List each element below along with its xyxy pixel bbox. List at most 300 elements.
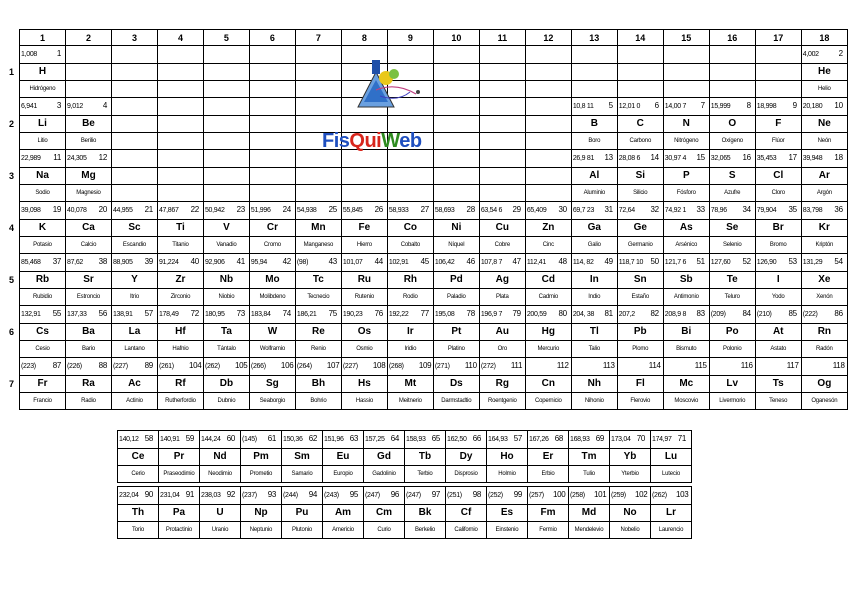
period-number-spacer (8, 150, 20, 168)
element-symbol: Y (111, 272, 157, 289)
period-row (8, 272, 848, 289)
atomic-number: 102 (635, 490, 648, 499)
element-name: Yterbio (610, 466, 651, 483)
atomic-mass: 167,26 (529, 436, 549, 443)
atomic-mass-cell (651, 431, 692, 449)
atomic-mass-cell (569, 431, 610, 449)
element-symbol: Tb (405, 449, 446, 466)
element-name: Azufre (709, 185, 755, 202)
atomic-mass: (227) (112, 363, 128, 370)
empty-cell (571, 46, 617, 64)
empty-cell (479, 116, 525, 133)
empty-cell (203, 133, 249, 150)
element-name: Fermio (528, 522, 569, 539)
element-symbol: C (617, 116, 663, 133)
atomic-mass-cell (295, 202, 341, 220)
group-number: 15 (663, 30, 709, 46)
element-name: Neón (801, 133, 847, 150)
atomic-mass-cell (387, 254, 433, 272)
atomic-mass-cell (801, 254, 847, 272)
atomic-number: 28 (466, 205, 475, 214)
atomic-number: 26 (374, 205, 383, 214)
atomic-number: 62 (308, 434, 317, 443)
atomic-mass: 190,23 (342, 311, 363, 318)
atomic-mass-cell (433, 202, 479, 220)
lanthanides-row (118, 466, 692, 483)
element-name: Hafnio (157, 341, 203, 358)
atomic-mass: (258) (570, 492, 585, 499)
element-symbol: Gd (364, 449, 405, 466)
atomic-number: 45 (420, 257, 429, 266)
actinides-row (118, 487, 692, 505)
element-symbol: F (755, 116, 801, 133)
atomic-number: 80 (558, 309, 567, 318)
atomic-number: 4 (102, 101, 107, 110)
element-symbol: Cr (249, 220, 295, 237)
element-symbol: Ta (203, 324, 249, 341)
empty-cell (571, 81, 617, 98)
empty-cell (525, 185, 571, 202)
atomic-mass-cell (528, 487, 569, 505)
atomic-mass: 107,8 7 (480, 259, 503, 266)
atomic-number: 22 (190, 205, 199, 214)
atomic-number: 91 (185, 490, 194, 499)
element-name: Hidrógeno (20, 81, 66, 98)
element-symbol: Lr (651, 505, 692, 522)
atomic-number: 57 (513, 434, 522, 443)
atomic-mass: 168,93 (570, 436, 590, 443)
empty-cell (111, 116, 157, 133)
element-symbol: Ca (65, 220, 111, 237)
element-symbol: Cl (755, 168, 801, 185)
atomic-mass: 58,933 (388, 207, 409, 214)
period-number-spacer (8, 185, 20, 202)
empty-cell (111, 46, 157, 64)
element-symbol: Sm (282, 449, 323, 466)
group-number: 13 (571, 30, 617, 46)
atomic-mass: 140,91 (160, 436, 180, 443)
element-symbol: P (663, 168, 709, 185)
atomic-number: 43 (328, 257, 337, 266)
atomic-mass-cell (801, 202, 847, 220)
atomic-mass: 208,9 8 (664, 311, 687, 318)
atomic-mass-cell (241, 487, 282, 505)
period-row (8, 341, 848, 358)
atomic-mass-cell (20, 150, 66, 168)
atomic-number: 79 (512, 309, 521, 318)
element-name: Oro (479, 341, 525, 358)
atomic-mass-cell (341, 202, 387, 220)
atomic-mass: (262) (652, 492, 667, 499)
atomic-mass: 58,693 (434, 207, 455, 214)
element-symbol: In (571, 272, 617, 289)
atomic-mass-cell (323, 487, 364, 505)
element-name: Cinc (525, 237, 571, 254)
atomic-mass-cell (755, 150, 801, 168)
atomic-mass-cell (569, 487, 610, 505)
element-symbol: Nd (200, 449, 241, 466)
element-symbol: Lv (709, 376, 755, 393)
empty-cell (295, 168, 341, 185)
atomic-mass-cell (755, 254, 801, 272)
atomic-mass: (209) (710, 311, 726, 318)
element-symbol: Er (528, 449, 569, 466)
element-symbol: Lu (651, 449, 692, 466)
element-name: Lutecio (651, 466, 692, 483)
atomic-mass: (222) (802, 311, 818, 318)
empty-cell (203, 46, 249, 64)
empty-cell (295, 64, 341, 81)
element-symbol: Mt (387, 376, 433, 393)
period-number-spacer (8, 98, 20, 116)
atomic-mass-cell (20, 98, 66, 116)
empty-cell (525, 64, 571, 81)
element-symbol: Te (709, 272, 755, 289)
atomic-mass-cell (203, 254, 249, 272)
empty-cell (157, 168, 203, 185)
element-name: Plutonio (282, 522, 323, 539)
period-row (8, 376, 848, 393)
element-symbol: O (709, 116, 755, 133)
empty-cell (157, 46, 203, 64)
atomic-number: 70 (636, 434, 645, 443)
atomic-mass-cell (159, 431, 200, 449)
atomic-mass: 9,012 (66, 103, 84, 110)
period-number-spacer (8, 254, 20, 272)
atomic-mass: 144,24 (201, 436, 221, 443)
actinides-row (118, 505, 692, 522)
atomic-number: 39 (144, 257, 153, 266)
empty-cell (755, 46, 801, 64)
element-name: Teneso (755, 393, 801, 410)
atomic-mass: (272) (480, 363, 496, 370)
atomic-mass-cell (65, 254, 111, 272)
element-symbol: K (20, 220, 66, 237)
atomic-number: 58 (144, 434, 153, 443)
group-number: 3 (111, 30, 157, 46)
group-number: 4 (157, 30, 203, 46)
element-symbol: Cd (525, 272, 571, 289)
element-symbol: Pr (159, 449, 200, 466)
empty-cell (111, 168, 157, 185)
atomic-mass-cell (20, 306, 66, 324)
atomic-mass: 151,96 (324, 436, 344, 443)
atomic-mass-cell (571, 202, 617, 220)
element-name: Zirconio (157, 289, 203, 306)
atomic-number: 63 (349, 434, 358, 443)
empty-cell (203, 98, 249, 116)
element-name: Oxígeno (709, 133, 755, 150)
atomic-mass-cell (65, 358, 111, 376)
atomic-mass-cell (479, 358, 525, 376)
atomic-number: 83 (696, 309, 705, 318)
period-row (8, 358, 848, 376)
atomic-number: 21 (144, 205, 153, 214)
element-symbol: Pb (617, 324, 663, 341)
atomic-number: 61 (267, 434, 276, 443)
element-name: Terbio (405, 466, 446, 483)
element-name: Flerovio (617, 393, 663, 410)
atomic-mass: 196,9 7 (480, 311, 503, 318)
element-symbol: Sr (65, 272, 111, 289)
element-symbol: Rb (20, 272, 66, 289)
atomic-mass-cell (755, 358, 801, 376)
element-symbol: No (610, 505, 651, 522)
element-name: Holmio (487, 466, 528, 483)
group-number: 9 (387, 30, 433, 46)
element-symbol: H (20, 64, 66, 81)
atomic-number: 94 (308, 490, 317, 499)
atomic-mass-cell (282, 431, 323, 449)
atomic-mass: 178,49 (158, 311, 179, 318)
element-symbol: Ar (801, 168, 847, 185)
element-name: Praseodimio (159, 466, 200, 483)
atomic-mass-cell (118, 431, 159, 449)
element-name: Flúor (755, 133, 801, 150)
period-number-spacer (8, 81, 20, 98)
atomic-mass-cell (663, 202, 709, 220)
group-number: 14 (617, 30, 663, 46)
atomic-mass: (223) (21, 363, 36, 370)
atomic-mass-cell (801, 306, 847, 324)
period-number: 3 (9, 171, 15, 181)
atomic-mass-cell (446, 431, 487, 449)
atomic-mass: (264) (296, 363, 312, 370)
element-name: Californio (446, 522, 487, 539)
element-name: Mercurio (525, 341, 571, 358)
atomic-mass-cell (755, 202, 801, 220)
lanthanides-row (118, 449, 692, 466)
atomic-number: 47 (512, 257, 521, 266)
empty-cell (617, 64, 663, 81)
atomic-mass: 50,942 (204, 207, 225, 214)
empty-cell (525, 81, 571, 98)
element-symbol: Co (387, 220, 433, 237)
atomic-number: 59 (185, 434, 194, 443)
atomic-mass: 78,96 (710, 207, 727, 214)
atomic-mass-cell (709, 150, 755, 168)
element-name: Antimonio (663, 289, 709, 306)
atomic-number: 97 (431, 490, 440, 499)
atomic-mass: 121,7 6 (664, 259, 687, 266)
atomic-mass-cell (617, 150, 663, 168)
period-number-spacer (8, 133, 20, 150)
empty-cell (755, 64, 801, 81)
period-number: 6 (9, 327, 15, 337)
atomic-mass: (98) (296, 259, 309, 266)
element-name: Cesio (20, 341, 66, 358)
atomic-mass-cell (157, 358, 203, 376)
atomic-number: 109 (418, 361, 432, 370)
atomic-mass-cell (663, 98, 709, 116)
atomic-mass-cell (525, 306, 571, 324)
atomic-number: 14 (650, 153, 659, 162)
atomic-mass-cell (111, 202, 157, 220)
element-symbol: Sg (249, 376, 295, 393)
atomic-number: 27 (420, 205, 429, 214)
atomic-mass-cell (433, 306, 479, 324)
element-symbol: Ds (433, 376, 479, 393)
empty-cell (617, 46, 663, 64)
element-name: Disprosio (446, 466, 487, 483)
atomic-mass-cell (65, 202, 111, 220)
atomic-mass-cell (709, 254, 755, 272)
element-name: Samario (282, 466, 323, 483)
element-name: Plata (479, 289, 525, 306)
element-symbol: Sc (111, 220, 157, 237)
element-symbol: Au (479, 324, 525, 341)
element-name: Plomo (617, 341, 663, 358)
atomic-mass-cell (405, 431, 446, 449)
atomic-mass: (210) (756, 311, 772, 318)
atomic-mass: 195,08 (434, 311, 455, 318)
element-name: Cobre (479, 237, 525, 254)
element-name: Estroncio (65, 289, 111, 306)
element-name: Erbio (528, 466, 569, 483)
empty-cell (617, 81, 663, 98)
element-symbol: S (709, 168, 755, 185)
atomic-mass: 158,93 (406, 436, 426, 443)
empty-cell (295, 185, 341, 202)
atomic-mass-cell (801, 358, 847, 376)
atomic-number: 37 (52, 257, 61, 266)
atomic-mass: (244) (283, 492, 298, 499)
group-number: 10 (433, 30, 479, 46)
element-name: Berkelio (405, 522, 446, 539)
empty-cell (295, 46, 341, 64)
atomic-mass-cell (433, 254, 479, 272)
atomic-mass: 140,12 (119, 436, 139, 443)
atomic-number: 12 (98, 153, 107, 162)
atomic-number: 57 (144, 309, 153, 318)
atomic-mass-cell (203, 202, 249, 220)
atomic-number: 2 (838, 49, 843, 58)
empty-cell (157, 150, 203, 168)
period-number: 1 (9, 67, 15, 77)
atomic-number: 46 (466, 257, 475, 266)
group-number: 5 (203, 30, 249, 46)
empty-cell (479, 64, 525, 81)
atomic-number: 44 (374, 257, 383, 266)
atomic-mass: 83,798 (802, 207, 823, 214)
element-name: Talio (571, 341, 617, 358)
period-row (8, 220, 848, 237)
element-symbol: Md (569, 505, 610, 522)
atomic-mass-cell (709, 358, 755, 376)
atomic-number: 18 (834, 153, 843, 162)
atomic-number: 71 (677, 434, 686, 443)
atomic-mass: 162,50 (447, 436, 467, 443)
element-symbol: Dy (446, 449, 487, 466)
atomic-mass: 39,948 (802, 155, 823, 162)
actinides-row (118, 522, 692, 539)
empty-cell (479, 133, 525, 150)
atomic-mass-cell (20, 46, 66, 64)
element-name: Itrio (111, 289, 157, 306)
atomic-number: 113 (602, 361, 615, 370)
element-symbol: Nb (203, 272, 249, 289)
atomic-mass-cell (157, 306, 203, 324)
element-symbol: Mn (295, 220, 341, 237)
atomic-mass-cell (249, 202, 295, 220)
element-name: Cerio (118, 466, 159, 483)
element-name: Nitrógeno (663, 133, 709, 150)
empty-cell (387, 168, 433, 185)
element-symbol: Bk (405, 505, 446, 522)
atomic-mass-cell (387, 306, 433, 324)
element-symbol: Ne (801, 116, 847, 133)
empty-cell (525, 98, 571, 116)
atomic-number: 72 (190, 309, 199, 318)
atomic-mass: 6,941 (21, 103, 38, 110)
group-number: 18 (801, 30, 847, 46)
atomic-number: 76 (374, 309, 383, 318)
element-name: Berilio (65, 133, 111, 150)
atomic-mass: (226) (66, 363, 82, 370)
element-name: Estaño (617, 289, 663, 306)
element-symbol: V (203, 220, 249, 237)
element-name: Roentgenio (479, 393, 525, 410)
atomic-mass: 1,008 (21, 51, 38, 58)
element-symbol: Po (709, 324, 755, 341)
element-symbol: Fm (528, 505, 569, 522)
element-symbol: Tc (295, 272, 341, 289)
element-name: Hassio (341, 393, 387, 410)
atomic-number: 32 (650, 205, 659, 214)
atomic-number: 104 (188, 361, 202, 370)
atomic-mass-cell (479, 306, 525, 324)
atomic-mass-cell (249, 306, 295, 324)
fisquiweb-logo-text: FisQuiWeb (322, 130, 422, 152)
atomic-number: 20 (98, 205, 107, 214)
atomic-number: 96 (390, 490, 399, 499)
element-symbol: Se (709, 220, 755, 237)
atomic-mass: 32,065 (710, 155, 731, 162)
atomic-mass-cell (118, 487, 159, 505)
atomic-mass: 232,04 (119, 492, 139, 499)
period-number-spacer (8, 289, 20, 306)
period-number-spacer (8, 306, 20, 324)
element-symbol: He (801, 64, 847, 81)
atomic-mass: 204, 38 (572, 311, 595, 318)
element-symbol: Th (118, 505, 159, 522)
atomic-number: 54 (834, 257, 843, 266)
atomic-mass: 35,453 (756, 155, 777, 162)
element-name: Paladio (433, 289, 479, 306)
atomic-mass-cell (433, 358, 479, 376)
empty-cell (433, 185, 479, 202)
atomic-mass-cell (295, 254, 341, 272)
element-name: Rubidio (20, 289, 66, 306)
period-row (8, 254, 848, 272)
empty-cell (249, 150, 295, 168)
empty-cell (65, 46, 111, 64)
atomic-number: 29 (512, 205, 521, 214)
element-name: Titanio (157, 237, 203, 254)
element-name: Nihonio (571, 393, 617, 410)
atomic-mass: 54,938 (296, 207, 317, 214)
group-number: 11 (479, 30, 525, 46)
atomic-mass: 157,25 (365, 436, 385, 443)
atomic-mass-cell (479, 202, 525, 220)
element-name: Tántalo (203, 341, 249, 358)
element-symbol: Cf (446, 505, 487, 522)
element-symbol: Re (295, 324, 341, 341)
element-name: Germanio (617, 237, 663, 254)
atomic-mass: 101,07 (342, 259, 363, 266)
atomic-number: 11 (53, 153, 61, 162)
atomic-mass-cell (65, 306, 111, 324)
